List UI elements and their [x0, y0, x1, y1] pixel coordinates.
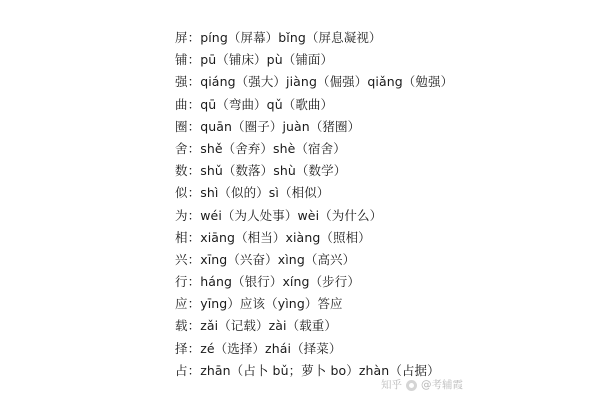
watermark-separator-icon: [406, 380, 417, 391]
entry-line: 舍：shě（舍弃）shè（宿舍）: [175, 140, 346, 156]
entry-line: 强：qiáng（强大）jiàng（倔强）qiǎng（勉强）: [175, 74, 454, 90]
entry-line: 屏：píng（屏幕）bǐng（屏息凝视）: [175, 30, 382, 45]
entry-line: 铺：pū（铺床）pù（铺面）: [175, 52, 334, 68]
entry-line: 数：shǔ（数落）shù（数学）: [175, 163, 347, 179]
entry-line: 为：wéi（为人处事）wèi（为什么）: [175, 207, 383, 223]
entry-line: 载：zǎi（记载）zài（载重）: [175, 318, 337, 334]
entry-line: 相：xiāng（相当）xiàng（照相）: [175, 229, 371, 245]
entry-line: 择：zé（选择）zhái（择菜）: [175, 340, 342, 356]
watermark-author: @考辅霞: [421, 379, 463, 391]
pronunciation-list: [175, 27, 575, 382]
entry-line: 圈：quān（圈子）juàn（猪圈）: [175, 118, 361, 134]
entry-line: 占：zhān（占卜 bǔ；萝卜 bo）zhàn（占据）: [175, 362, 440, 378]
entry-line: 似：shì（似的）sì（相似）: [175, 185, 330, 201]
entry-line: 行：háng（银行）xíng（步行）: [175, 274, 360, 290]
watermark: [381, 374, 463, 396]
entry-line: 应：yīng）应该（yìng）答应: [175, 296, 343, 312]
entry-line: 曲：qū（弯曲）qǔ（歌曲）: [175, 96, 334, 112]
watermark-site: 知乎: [381, 379, 402, 391]
entry-line: 兴：xīng（兴奋）xìng（高兴）: [175, 251, 356, 267]
